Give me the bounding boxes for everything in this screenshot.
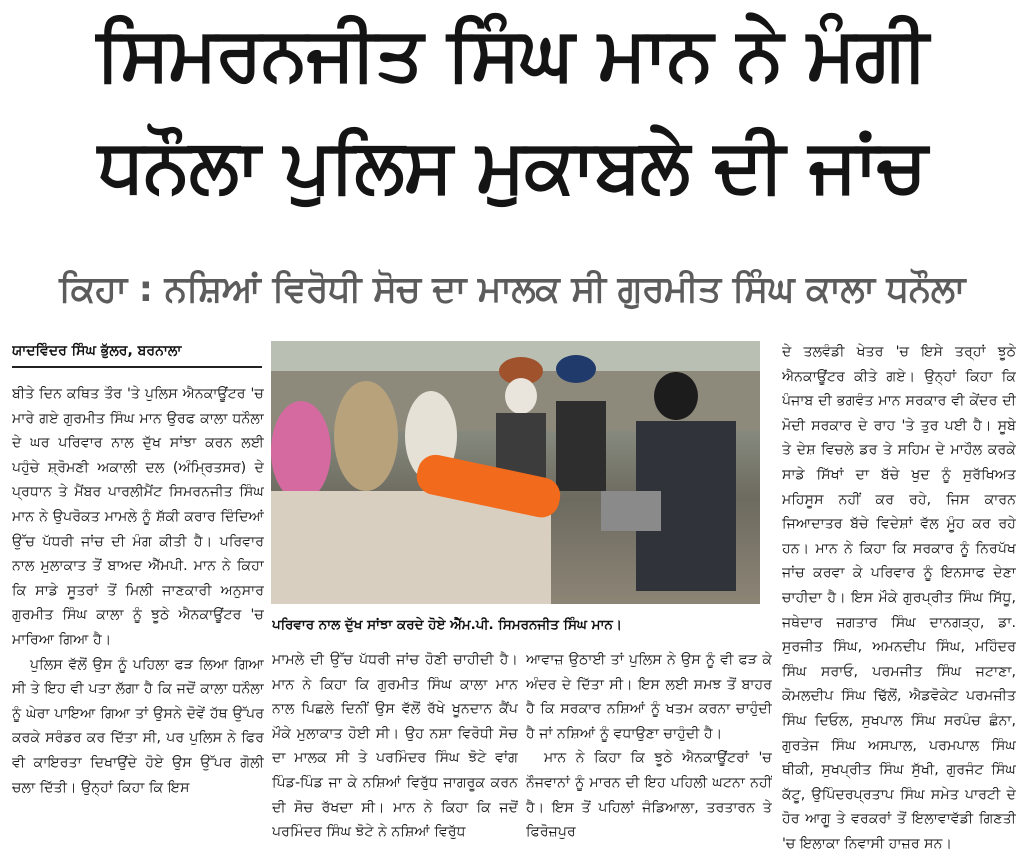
byline-rule [12, 366, 262, 368]
photo-caption: ਪਰਿਵਾਰ ਨਾਲ ਦੁੱਖ ਸਾਂਝਾ ਕਰਦੇ ਹੋਏ ਐੱਮ.ਪੀ. ਸਿਮਰਨਜੀਤ ਸਿੰਘ ਮਾਨ। [272, 617, 622, 633]
article-column-1 [12, 382, 264, 862]
paragraph: ਦੇ ਤਲਵੰਡੀ ਖੇਤਰ 'ਚ ਇਸੇ ਤਰ੍ਹਾਂ ਝੂਠੇ ਐਨਕਾਊਂਟਰ ਕੀਤੇ ਗਏ। ਉਨ੍ਹਾਂ ਕਿਹਾ ਕਿ ਪੰਜਾਬ ਦੀ ਭਗਵੰਤ ਮਾਨ ਸਰਕਾਰ ਵੀ ਕੇਂਦਰ ਦੀ ਮੋਦੀ ਸਰਕਾਰ ਦੇ ਰਾਹ 'ਤੇ ਤੁਰ ਪਈ ਹੈ। ਸੂਬੇ ਤੇ ਦੇਸ਼ ਵਿਚਲੇ ਡਰ ਤੇ ਸਹਿਮ ਦੇ ਮਾਹੌਲ ਕਰਕੇ ਸਾਡੇ ਸਿੱਖਾਂ ਦਾ ਬੱਚੇ ਖੁਦ ਨੂੰ ਸੁਰੱਖਿਅਤ ਮਹਿਸੂਸ ਨਹੀਂ ਕਰ ਰਹੇ, ਜਿਸ ਕਾਰਨ ਜਿਆਦਾਤਰ ਬੱਚੇ ਵਿਦੇਸ਼ਾਂ ਵੱਲ ਮੂੰਹ ਕਰ ਰਹੇ ਹਨ। ਮਾਨ ਨੇ ਕਿਹਾ ਕਿ ਸਰਕਾਰ ਨੂੰ ਨਿਰਪੱਖ ਜਾਂਚ ਕਰਵਾ ਕੇ ਪਰਿਵਾਰ ਨੂੰ ਇਨਸਾਫ ਦੇਣਾ ਚਾਹੀਦਾ ਹੈ। ਇਸ ਮੌਕੇ ਗੁਰਪ੍ਰੀਤ ਸਿੰਘ ਸਿੱਧੂ, ਜਥੇਦਾਰ ਜਗਤਾਰ ਸਿੰਘ ਦਾਨਗੜ੍ਹ, ਡਾ. ਸੁਰਜੀਤ ਸਿੰਘ, ਅਮਨਦੀਪ ਸਿੰਘ, ਮਹਿੰਦਰ ਸਿੰਘ ਸਰਾਓ, ਪਰਮਜੀਤ ਸਿੰਘ ਜਟਾਣਾ, ਕੋਮਲਦੀਪ ਸਿੰਘ ਢਿੱਲੋਂ, ਐਡਵੋਕੇਟ ਪਰਮਜੀਤ ਸਿੰਘ ਦਿਓਲ, ਸੁਖਪਾਲ ਸਿੰਘ ਸਰਪੰਚ ਛੰਨਾ, ਗੁਰਤੇਜ ਸਿੰਘ ਅਸਪਾਲ, ਪਰਮਪਾਲ ਸਿੰਘ ਥੀਕੀ, ਸੁਖਪ੍ਰੀਤ ਸਿੰਘ ਸੁੱਖੀ, ਗੁਰਜੰਟ ਸਿੰਘ ਕੱਟੂ, ਉਪਿੰਦਰਪ੍ਰਤਾਪ ਸਿੰਘ ਸਮੇਤ ਪਾਰਟੀ ਦੇ ਹੋਰ ਆਗੂ ਤੇ ਵਰਕਰਾਂ ਤੋਂ ਇਲਾਵਾਵੱਡੀ ਗਿਣਤੀ 'ਚ ਇਲਾਕਾ ਨਿਵਾਸੀ ਹਾਜ਼ਰ ਸਨ। [782, 344, 1016, 852]
photo-illustration [271, 341, 760, 604]
byline: ਯਾਦਵਿੰਦਰ ਸਿੰਘ ਭੁੱਲਰ, ਬਰਨਾਲਾ [12, 343, 182, 359]
article-column-2 [272, 648, 518, 862]
paragraph: ਪੁਲਿਸ ਵੱਲੋਂ ਉਸ ਨੂੰ ਪਹਿਲਾ ਫੜ ਲਿਆ ਗਿਆ ਸੀ ਤੇ ਇਹ ਵੀ ਪਤਾ ਲੱਗਾ ਹੈ ਕਿ ਜਦੋਂ ਕਾਲਾ ਧਨੌਲਾ ਨੂੰ ਘੇਰਾ ਪਾਇਆ ਗਿਆ ਤਾਂ ਉਸਨੇ ਦੋਵੇਂ ਹੱਥ ਉੱਪਰ ਕਰਕੇ ਸਰੰਡਰ ਕਰ ਦਿੱਤਾ ਸੀ, ਪਰ ਪੁਲਿਸ ਨੇ ਫਿਰ ਵੀ ਕਾਇਰਤਾ ਦਿਖਾਉਂਦੇ ਹੋਏ ਉਸ ਉੱਪਰ ਗੋਲੀ ਚਲਾ ਦਿੱਤੀ। ਉਨ੍ਹਾਂ ਕਿਹਾ ਕਿ ਇਸ [12, 656, 264, 796]
paragraph: ਮਾਮਲੇ ਦੀ ਉੱਚ ਪੱਧਰੀ ਜਾਂਚ ਹੋਣੀ ਚਾਹੀਦੀ ਹੈ। ਮਾਨ ਨੇ ਕਿਹਾ ਕਿ ਗੁਰਮੀਤ ਸਿੰਘ ਕਾਲਾ ਮਾਨ ਨਾਲ ਪਿਛਲੇ ਦਿਨੀਂ ਉਸ ਵੱਲੋਂ ਰੱਖੇ ਖੂਨਦਾਨ ਕੈਂਪ ਮੌਕੇ ਮੁਲਾਕਾਤ ਹੋਈ ਸੀ। ਉਹ ਨਸ਼ਾ ਵਿਰੋਧੀ ਸੋਚ ਦਾ ਮਾਲਕ ਸੀ ਤੇ ਪਰਮਿੰਦਰ ਸਿੰਘ ਝੋਟੇ ਵਾਂਗ ਪਿੰਡ-ਪਿੰਡ ਜਾ ਕੇ ਨਸ਼ਿਆਂ ਵਿਰੁੱਧ ਜਾਗਰੂਕ ਕਰਨ ਦੀ ਸੋਚ ਰੱਖਦਾ ਸੀ। ਮਾਨ ਨੇ ਕਿਹਾ ਕਿ ਜਦੋਂ ਪਰਮਿੰਦਰ ਸਿੰਘ ਝੋਟੇ ਨੇ ਨਸ਼ਿਆਂ ਵਿਰੁੱਧ [272, 652, 518, 841]
subheadline: ਕਿਹਾ : ਨਸ਼ਿਆਂ ਵਿਰੋਧੀ ਸੋਚ ਦਾ ਮਾਲਕ ਸੀ ਗੁਰਮੀਤ ਸਿੰਘ ਕਾਲਾ ਧਨੌਲਾ [59, 269, 965, 310]
paragraph: ਬੀਤੇ ਦਿਨ ਕਥਿਤ ਤੌਰ 'ਤੇ ਪੁਲਿਸ ਐਨਕਾਊਂਟਰ 'ਚ ਮਾਰੇ ਗਏ ਗੁਰਮੀਤ ਸਿੰਘ ਮਾਨ ਉਰਫ ਕਾਲਾ ਧਨੌਲਾ ਦੇ ਘਰ ਪਰਿਵਾਰ ਨਾਲ ਦੁੱਖ ਸਾਂਝਾ ਕਰਨ ਲਈ ਪਹੁੰਚੇ ਸ਼੍ਰੋਮਣੀ ਅਕਾਲੀ ਦਲ (ਅੰਮ੍ਰਿਤਸਰ) ਦੇ ਪ੍ਰਧਾਨ ਤੇ ਮੈਂਬਰ ਪਾਰਲੀਮੈਂਟ ਸਿਮਰਨਜੀਤ ਸਿੰਘ ਮਾਨ ਨੇ ਉਪਰੋਕਤ ਮਾਮਲੇ ਨੂੰ ਸ਼ੱਕੀ ਕਰਾਰ ਦਿੰਦਿਆਂ ਉੱਚ ਪੱਧਰੀ ਜਾਂਚ ਦੀ ਮੰਗ ਕੀਤੀ ਹੈ। ਪਰਿਵਾਰ ਨਾਲ ਮੁਲਾਕਾਤ ਤੋਂ ਬਾਅਦ ਐੱਮਪੀ. ਮਾਨ ਨੇ ਕਿਹਾ ਕਿ ਸਾਡੇ ਸੂਤਰਾਂ ਤੋਂ ਮਿਲੀ ਜਾਣਕਾਰੀ ਅਨੁਸਾਰ ਗੁਰਮੀਤ ਸਿੰਘ ਕਾਲਾ ਨੂੰ ਝੂਠੇ ਐਨਕਾਊਂਟਰ 'ਚ ਮਾਰਿਆ ਗਿਆ ਹੈ। [12, 386, 264, 648]
paragraph: ਆਵਾਜ਼ ਉਠਾਈ ਤਾਂ ਪੁਲਿਸ ਨੇ ਉਸ ਨੂੰ ਵੀ ਫੜ ਕੇ ਅੰਦਰ ਦੇ ਦਿੱਤਾ ਸੀ। ਇਸ ਲਈ ਸਮਝ ਤੋਂ ਬਾਹਰ ਹੈ ਕਿ ਸਰਕਾਰ ਨਸ਼ਿਆਂ ਨੂੰ ਖਤਮ ਕਰਨਾ ਚਾਹੁੰਦੀ ਹੈ ਜਾਂ ਨਸ਼ਿਆਂ ਨੂੰ ਵਧਾਉਣਾ ਚਾਹੁੰਦੀ ਹੈ। [526, 652, 772, 742]
news-photo [271, 341, 760, 604]
paragraph: ਮਾਨ ਨੇ ਕਿਹਾ ਕਿ ਝੂਠੇ ਐਨਕਾਊਂਟਰਾਂ 'ਚ ਨੌਜਵਾਨਾਂ ਨੂੰ ਮਾਰਨ ਦੀ ਇਹ ਪਹਿਲੀ ਘਟਨਾ ਨਹੀਂ ਹੈ। ਇਸ ਤੋਂ ਪਹਿਲਾਂ ਜੰਡਿਆਲਾ, ਤਰਤਾਰਨ ਤੇ ਫਿਰੋਜ਼ਪੁਰ [526, 750, 772, 841]
headline-line-1: ਸਿਮਰਨਜੀਤ ਸਿੰਘ ਮਾਨ ਨੇ ਮੰਗੀ [96, 11, 928, 97]
headline-line-2: ਧਨੌਲਾ ਪੁਲਿਸ ਮੁਕਾਬਲੇ ਦੀ ਜਾਂਚ [98, 123, 926, 209]
article-column-4 [782, 340, 1016, 862]
article-column-3 [526, 648, 772, 862]
